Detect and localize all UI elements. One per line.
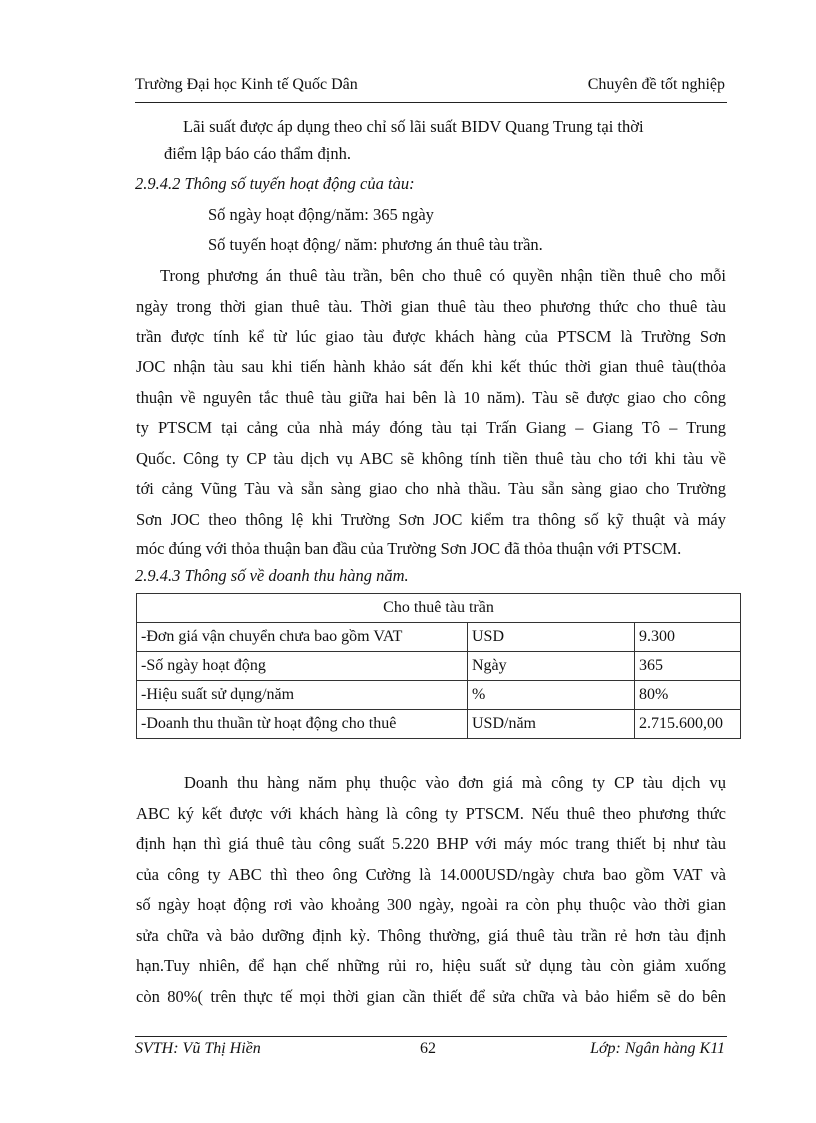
paragraph-line: ABC ký kết được với khách hàng là công ty PTSCM. Nếu thuê theo phương thức	[136, 804, 726, 823]
paragraph-line: móc đúng với thỏa thuận ban đầu của Trường Sơn JOC đã thỏa thuận với PTSCM.	[136, 539, 682, 558]
table-title: Cho thuê tàu trần	[137, 594, 741, 623]
table-cell-label: -Doanh thu thuần từ hoạt động cho thuê	[137, 710, 468, 739]
table-cell-label: -Hiệu suất sử dụng/năm	[137, 681, 468, 710]
paragraph-line: JOC nhận tàu sau khi tiến hành khảo sát đến khi kết thúc thời gian thuê tàu(thỏa	[136, 357, 726, 376]
table-row	[137, 681, 741, 710]
paragraph-line: hạn.Tuy nhiên, để hạn chế những rủi ro, hiệu suất sử dụng tàu còn giảm xuống	[136, 956, 726, 975]
paragraph-line: số ngày hoạt động rơi vào khoảng 300 ngày, ngoài ra còn phụ thuộc vào thời gian	[136, 895, 726, 914]
table-cell-value: 2.715.600,00	[635, 710, 741, 739]
paragraph-line: của công ty ABC thì theo ông Cường là 14.000USD/ngày chưa bao gồm VAT và	[136, 865, 726, 884]
page-header	[135, 76, 725, 98]
paragraph-line: Quốc. Công ty CP tàu dịch vụ ABC sẽ không tính tiền thuê tàu cho tới khi tàu về	[136, 449, 726, 468]
table-cell-value: 80%	[635, 681, 741, 710]
footer-divider	[135, 1036, 727, 1037]
operating-days: Số ngày hoạt động/năm: 365 ngày	[208, 205, 434, 224]
header-university: Trường Đại học Kinh tế Quốc Dân	[135, 76, 358, 93]
table-cell-value: 365	[635, 652, 741, 681]
table-row	[137, 652, 741, 681]
paragraph-line: còn 80%( trên thực tế mọi thời gian cần thiết để sửa chữa và bảo hiểm sẽ do bên	[136, 987, 726, 1006]
paragraph-line: trần được tính kể từ lúc giao tàu được khách hàng của PTSCM là Trường Sơn	[136, 327, 726, 346]
routes-per-year: Số tuyến hoạt động/ năm: phương án thuê tàu trần.	[208, 235, 543, 254]
paragraph-line: tới cảng Vũng Tàu và sẵn sàng giao cho nhà thầu. Tàu sẵn sàng giao cho Trường	[136, 479, 726, 498]
section-heading-2942: 2.9.4.2 Thông số tuyến hoạt động của tàu:	[135, 174, 415, 193]
footer-student: SVTH: Vũ Thị Hiền	[135, 1040, 261, 1057]
table-cell-label: -Số ngày hoạt động	[137, 652, 468, 681]
intro-line-1: Lãi suất được áp dụng theo chỉ số lãi suất BIDV Quang Trung tại thời	[183, 117, 644, 136]
revenue-table	[136, 593, 741, 739]
paragraph-line: sửa chữa và bảo dưỡng định kỳ. Thông thường, giá thuê tàu trần rẻ hơn tàu định	[136, 926, 726, 945]
paragraph-line: ngày trong thời gian thuê tàu. Thời gian thuê tàu theo phương thức cho thuê tàu	[136, 297, 726, 316]
table-cell-unit: USD	[468, 623, 635, 652]
page-number: 62	[420, 1040, 436, 1057]
table-cell-unit: %	[468, 681, 635, 710]
intro-line-2: điểm lập báo cáo thẩm định.	[164, 144, 351, 163]
header-divider	[135, 102, 727, 103]
table-row	[137, 710, 741, 739]
paragraph-line: Trong phương án thuê tàu trần, bên cho thuê có quyền nhận tiền thuê cho mỗi	[160, 266, 726, 285]
paragraph-line: thuận về nguyên tắc thuê tàu giữa hai bên là 10 năm). Tàu sẽ được giao cho công	[136, 388, 726, 407]
table-title-row	[137, 594, 741, 623]
table-cell-value: 9.300	[635, 623, 741, 652]
table-cell-label: -Đơn giá vận chuyển chưa bao gồm VAT	[137, 623, 468, 652]
paragraph-line: ty PTSCM tại cảng của nhà máy đóng tàu tại Trấn Giang – Giang Tô – Trung	[136, 418, 726, 437]
footer-class: Lớp: Ngân hàng K11	[590, 1040, 725, 1057]
paragraph-line: định hạn thì giá thuê tàu công suất 5.220 BHP với máy móc trang thiết bị như tàu	[136, 834, 726, 853]
table-cell-unit: Ngày	[468, 652, 635, 681]
paragraph-line: Doanh thu hàng năm phụ thuộc vào đơn giá mà công ty CP tàu dịch vụ	[184, 773, 726, 792]
table-cell-unit: USD/năm	[468, 710, 635, 739]
section-heading-2943: 2.9.4.3 Thông số về doanh thu hàng năm.	[135, 566, 409, 585]
paragraph-line: Sơn JOC theo thông lệ khi Trường Sơn JOC kiểm tra thông số kỹ thuật và máy	[136, 510, 726, 529]
table-row	[137, 623, 741, 652]
header-doc-type: Chuyên đề tốt nghiệp	[587, 76, 725, 93]
